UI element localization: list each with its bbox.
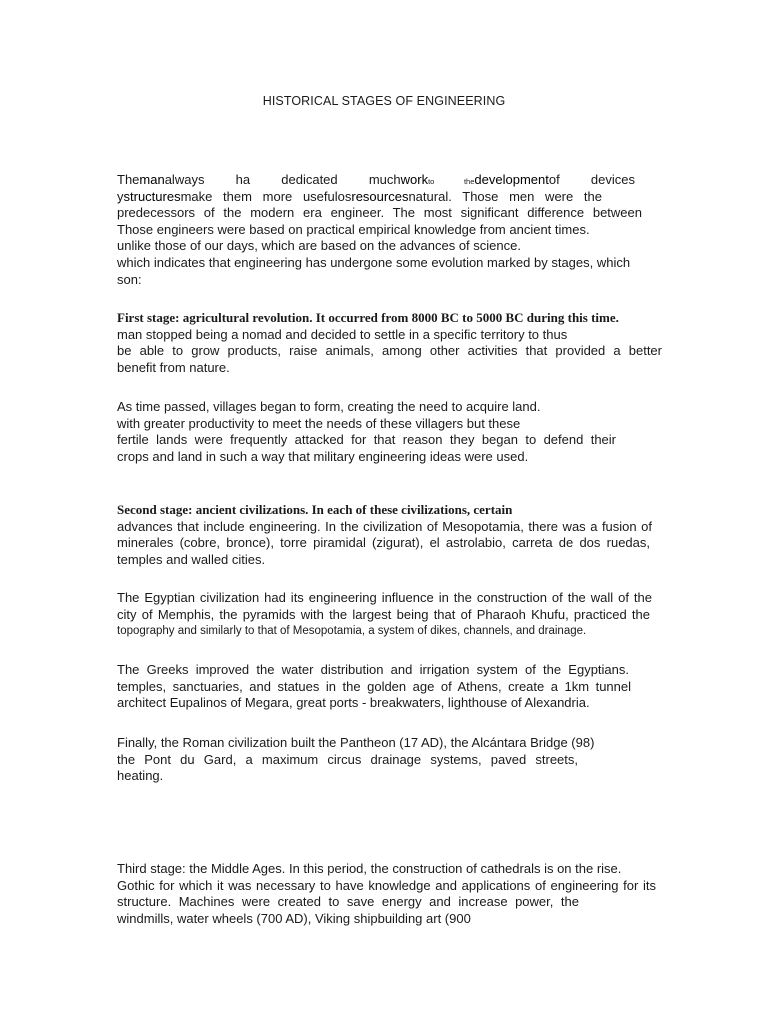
intro-word-ha: ha bbox=[235, 172, 251, 187]
stage-1-continued-paragraph bbox=[117, 399, 663, 465]
intro-line-6: which indicates that engineering has undergone some evolution marked by stages, which bbox=[117, 254, 631, 270]
stage-2-heading: Second stage: ancient civilizations. In each of these civilizations, certain bbox=[117, 502, 513, 517]
intro-line-3: predecessors of the modern era engineer. The most significant difference between bbox=[117, 205, 642, 221]
stage-1-heading: First stage: agricultural revolution. It occurred from 8000 BC to 5000 BC during this time. bbox=[117, 310, 619, 325]
stage-2-paragraph bbox=[117, 502, 663, 568]
stage-2-line-3: temples and walled cities. bbox=[117, 551, 266, 567]
stage-1-line-3: benefit from nature. bbox=[117, 359, 230, 375]
greeks-line-2: temples, sanctuaries, and statues in the golden age of Athens, create a 1km tunnel bbox=[117, 678, 631, 694]
stage-3-line-4: windmills, water wheels (700 AD), Viking shipbuilding art (900 bbox=[117, 910, 471, 926]
intro-line-4: Those engineers were based on practical empirical knowledge from ancient times. bbox=[117, 221, 590, 237]
greeks-line-3: architect Eupalinos of Megara, great ports - breakwaters, lighthouse of Alexandria. bbox=[117, 695, 590, 711]
intro-paragraph bbox=[117, 172, 663, 288]
intro-word-structures: structures bbox=[123, 188, 181, 204]
stage-1b-line-1: As time passed, villages began to form, creating the need to acquire land. bbox=[117, 399, 541, 414]
intro-line-7: son: bbox=[117, 271, 142, 287]
stage-1b-line-2: with greater productivity to meet the needs of these villagers but these bbox=[117, 415, 521, 431]
greeks-line-1: The Greeks improved the water distribution and irrigation system of the Egyptians. bbox=[117, 662, 629, 677]
stage-1-line-1: man stopped being a nomad and decided to settle in a specific territory to thus bbox=[117, 326, 568, 342]
intro-line-1 bbox=[117, 172, 635, 189]
egypt-line-1: The Egyptian civilization had its engineering influence in the construction of the wall of the bbox=[117, 590, 652, 605]
stage-2-line-1: advances that include engineering. In the civilization of Mesopotamia, there was a fusion of bbox=[117, 518, 652, 534]
intro-text-natural: natural. Those men were the bbox=[408, 188, 602, 204]
egypt-paragraph bbox=[117, 590, 663, 640]
intro-line-5: unlike those of our days, which are based on the advances of science. bbox=[117, 238, 521, 254]
greeks-paragraph bbox=[117, 662, 663, 712]
intro-word-dedicated: dedicated bbox=[281, 172, 338, 187]
intro-text-make: make them more usefulos bbox=[180, 188, 352, 204]
intro-word-to-the: to the bbox=[428, 177, 475, 186]
intro-word-much: much bbox=[368, 172, 401, 187]
egypt-line-3: topography and similarly to that of Mesopotamia, a system of dikes, channels, and drainage. bbox=[117, 625, 587, 638]
intro-word-devices: devices bbox=[590, 172, 635, 187]
stage-3-paragraph bbox=[117, 861, 663, 927]
stage-3-line-1: Third stage: the Middle Ages. In this period, the construction of cathedrals is on the rise. bbox=[117, 861, 622, 876]
intro-word-resources: resources bbox=[351, 188, 409, 204]
intro-word-of: of bbox=[548, 172, 560, 187]
romans-line-3: heating. bbox=[117, 768, 164, 784]
stage-1b-line-4: crops and land in such a way that military engineering ideas were used. bbox=[117, 448, 529, 464]
romans-line-1: Finally, the Roman civilization built the Pantheon (17 AD), the Alcántara Bridge (98) bbox=[117, 735, 595, 750]
stage-3-line-3: structure. Machines were created to save energy and increase power, the bbox=[117, 894, 579, 910]
intro-word-the: The bbox=[117, 172, 140, 187]
stage-1b-line-3: fertile lands were frequently attacked for that reason they began to defend their bbox=[117, 432, 616, 448]
stage-1-line-2: be able to grow products, raise animals, among other activities that provided a better bbox=[117, 343, 662, 359]
romans-line-2: the Pont du Gard, a maximum circus drainage systems, paved streets, bbox=[117, 751, 578, 767]
intro-word-development: development bbox=[474, 172, 549, 187]
intro-word-always: always bbox=[164, 172, 205, 187]
stage-3-line-2: Gothic for which it was necessary to have knowledge and applications of engineering for its bbox=[117, 877, 656, 893]
intro-word-y: y bbox=[117, 188, 124, 204]
intro-word-work: work bbox=[400, 172, 429, 187]
stage-1-paragraph bbox=[117, 310, 663, 376]
egypt-line-2: city of Memphis, the pyramids with the largest being that of Pharaoh Khufu, practiced the bbox=[117, 606, 650, 622]
intro-line-2 bbox=[117, 189, 602, 206]
stage-2-line-2: minerales (cobre, bronce), torre piramidal (zigurat), el astrolabio, carreta de dos ruedas, bbox=[117, 535, 650, 551]
document-title: HISTORICAL STAGES OF ENGINEERING bbox=[262, 94, 506, 108]
intro-word-man: man bbox=[139, 172, 165, 187]
romans-paragraph bbox=[117, 735, 663, 785]
